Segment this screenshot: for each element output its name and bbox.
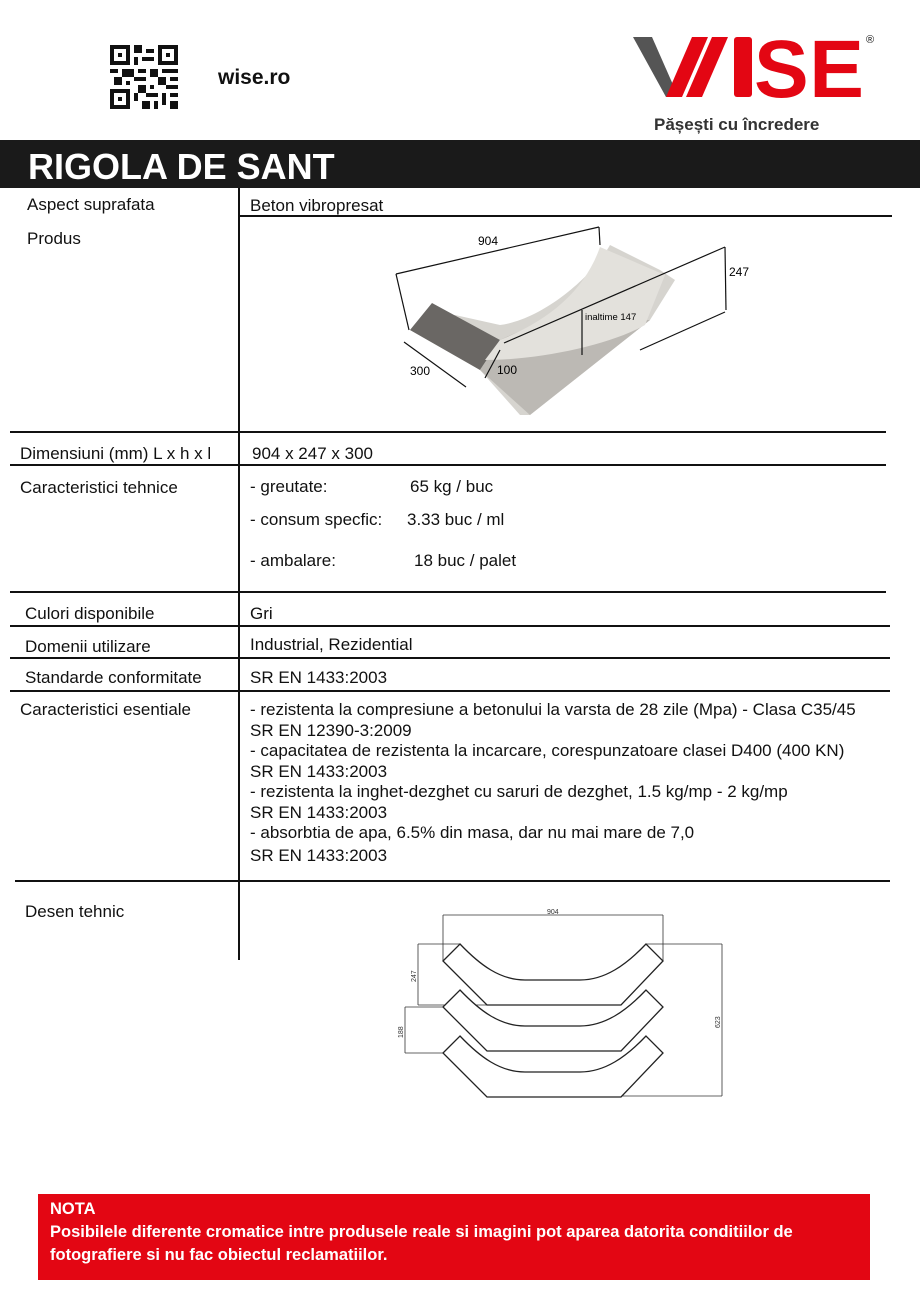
standarde-label: Standarde conformitate [25,668,202,687]
website-link[interactable]: wise.ro [218,66,291,89]
consum-value: 3.33 buc / ml [407,510,505,529]
aspect-label: Aspect suprafata [27,195,155,214]
slogan: Pășești cu încredere [654,115,820,134]
esentiale-label: Caracteristici esentiale [20,700,192,719]
nota-box [38,1194,870,1280]
greutate-key: - greutate: [250,477,328,496]
dim-height: 247 [729,265,750,279]
esentiale-line: - rezistenta la inghet-dezghet cu saruri de dezghet, 1.5 kg/mp - 2 kg/mp [250,782,788,801]
standarde-value: SR EN 1433:2003 [250,668,388,687]
esentiale-line: - capacitatea de rezistenta la incarcare, corespunzatoare clasei D400 (400 KN) [250,741,845,760]
dim-side: 100 [497,363,518,377]
desen-label: Desen tehnic [25,902,125,921]
page-title: RIGOLA DE SANT [28,146,335,187]
domenii-value: Industrial, Rezidential [250,635,413,654]
culori-value: Gri [250,604,273,623]
consum-key: - consum specfic: [250,510,383,529]
nota-title: NOTA [50,1200,96,1218]
esentiale-line: SR EN 12390-3:2009 [250,720,412,740]
nota-text: Posibilele diferente cromatice intre produsele reale si imagini pot aparea datorita conditiilor de fotografiere si nu fac obiectul reclamatiilor. [50,1223,793,1264]
dim-length: 904 [478,234,499,248]
ambalare-value: 18 buc / palet [414,551,517,570]
dimensiuni-label: Dimensiuni (mm) L x h x l [20,444,212,463]
drawing-dim-height: 247 [411,970,418,982]
drawing-dim-total: 623 [715,1016,722,1028]
dim-inner-height: inaltime 147 [585,312,637,323]
ambalare-key: - ambalare: [250,551,336,570]
domenii-label: Domenii utilizare [25,637,151,656]
esentiale-line: - rezistenta la compresiune a betonului la varsta de 28 zile (Mpa) - Clasa C35/45 [250,700,856,719]
esentiale-line: SR EN 1433:2003 [250,802,388,822]
produs-label: Produs [27,229,81,248]
drawing-dim-width: 904 [547,909,559,916]
registered-mark: ® [866,34,875,46]
aspect-value: Beton vibropresat [250,196,384,215]
svg-text:SE: SE [754,32,864,102]
esentiale-line: - absorbtia de apa, 6.5% din masa, dar nu mai mare de 7,0 [250,823,695,842]
drawing-dim-step: 188 [398,1026,405,1038]
caracteristici-label: Caracteristici tehnice [20,478,178,497]
esentiale-line: SR EN 1433:2003 [250,845,388,865]
greutate-value: 65 kg / buc [410,477,494,496]
dimensiuni-value: 904 x 247 x 300 [252,444,373,463]
dim-width: 300 [410,364,431,378]
esentiale-line: SR EN 1433:2003 [250,761,388,781]
culori-label: Culori disponibile [25,604,155,623]
